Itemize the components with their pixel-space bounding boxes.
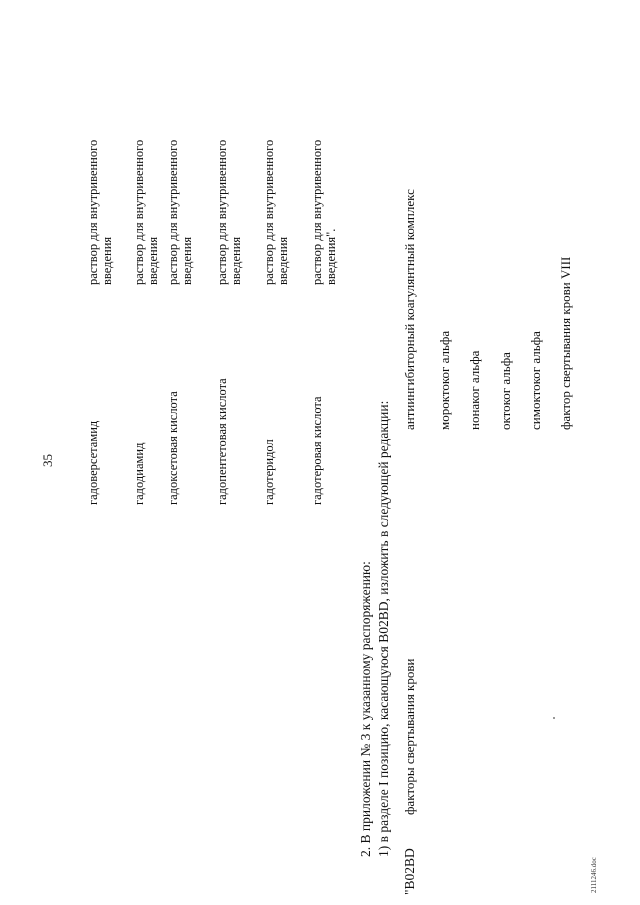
table-row-name: гадодиамид <box>132 442 146 505</box>
table-row-form: раствор для внутривенного введения <box>215 139 243 285</box>
table-row-form: раствор для внутривенного введения <box>262 139 290 285</box>
table-row-name: гадоверсетамид <box>86 420 100 505</box>
drug-item: мороктоког альфа <box>437 330 452 430</box>
drug-item: фактор свертывания крови VIII <box>558 256 573 430</box>
paragraph-1: 1) в разделе I позицию, касающуюся B02BD, изложить в следующей редакции: <box>376 400 391 857</box>
paragraph-2: 2. В приложении № 3 к указанному распоряжению: <box>358 561 373 857</box>
drug-item: нонаког альфа <box>467 350 482 430</box>
page-number: 35 <box>40 454 55 467</box>
drug-item: антиингибиторный коагулянтный комплекс <box>402 189 417 430</box>
table-row-form: раствор для внутривенного введения". <box>310 139 338 285</box>
table-row-form: раствор для внутривенного введения <box>132 139 160 285</box>
table-row-form: раствор для внутривенного введения <box>86 139 114 285</box>
group-name: факторы свертывания крови <box>402 658 417 815</box>
table-row-name: гадопентетовая кислота <box>215 378 229 505</box>
scan-speck <box>553 717 555 719</box>
atc-code: "B02BD <box>402 848 417 895</box>
table-row-name: гадоксетовая кислота <box>166 391 180 505</box>
drug-item: октоког альфа <box>498 352 513 430</box>
footer-filename: 2111246.doc <box>590 857 598 893</box>
drug-item: симоктоког альфа <box>528 331 543 430</box>
table-row-name: гадотеровая кислота <box>310 396 324 505</box>
table-row-form: раствор для внутривенного введения <box>166 139 194 285</box>
table-row-name: гадотеридол <box>262 439 276 505</box>
